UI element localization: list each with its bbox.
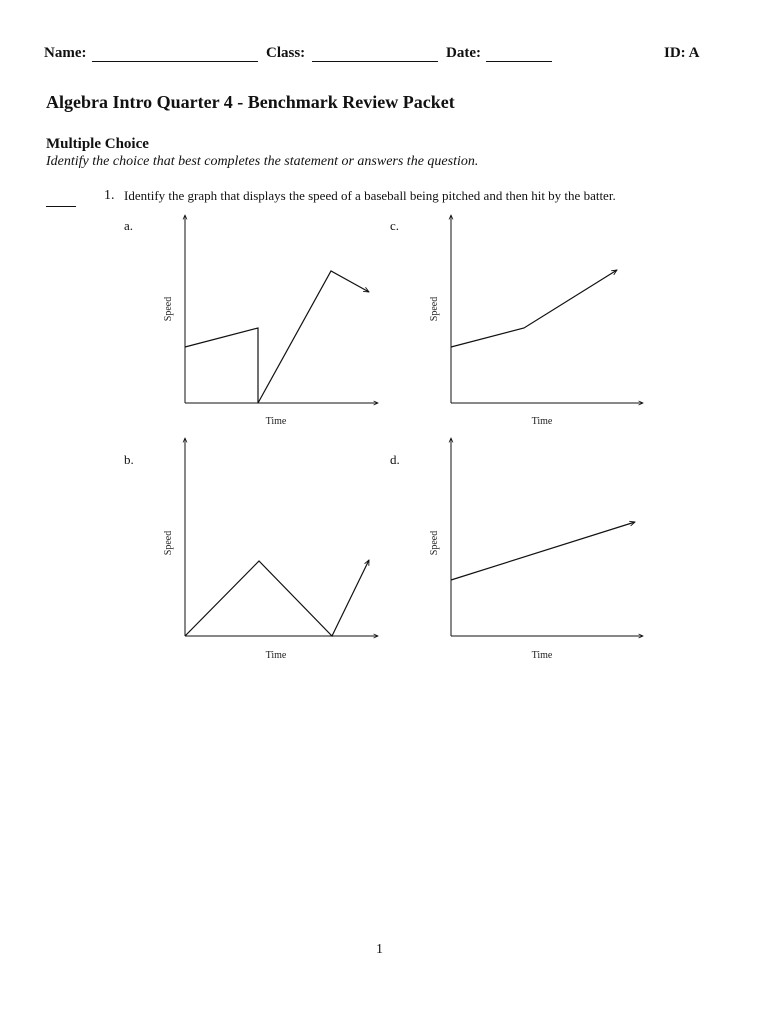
question-text: Identify the graph that displays the speed of a baseball being pitched and then hit by the batter. (124, 188, 616, 203)
page-title: Algebra Intro Quarter 4 - Benchmark Review Packet (46, 92, 455, 112)
graph-b-line (185, 560, 369, 636)
page-number: 1 (376, 942, 383, 957)
name-field-label: Name: (44, 45, 87, 61)
graph-b-xlabel: Time (265, 650, 287, 661)
graph-d-xlabel: Time (531, 650, 553, 661)
graph-b-ylabel: Speed (163, 530, 174, 556)
graph-b[interactable] (163, 438, 378, 661)
choice-a-letter: a. (124, 218, 134, 233)
choice-d-letter: d. (390, 452, 400, 467)
graph-c-line (451, 270, 617, 347)
date-field-label: Date: (446, 45, 481, 61)
graph-c[interactable] (429, 215, 643, 427)
graph-d-ylabel: Speed (429, 530, 440, 556)
graph-a-xlabel: Time (265, 416, 287, 427)
choice-c-letter: c. (390, 218, 400, 233)
choice-b-letter: b. (124, 452, 134, 467)
class-field-label: Class: (266, 45, 306, 61)
graph-c-xlabel: Time (531, 416, 553, 427)
graph-d[interactable] (429, 438, 643, 661)
graph-a[interactable] (163, 215, 378, 427)
graph-a-ylabel: Speed (163, 296, 174, 322)
section-instructions: Identify the choice that best completes the statement or answers the question. (46, 154, 479, 169)
section-heading: Multiple Choice (46, 136, 149, 152)
id-label: ID: A (664, 45, 700, 61)
question-number: 1. (104, 188, 115, 203)
graph-a-line (185, 271, 369, 403)
graph-d-line (451, 522, 635, 580)
graph-c-ylabel: Speed (429, 296, 440, 322)
